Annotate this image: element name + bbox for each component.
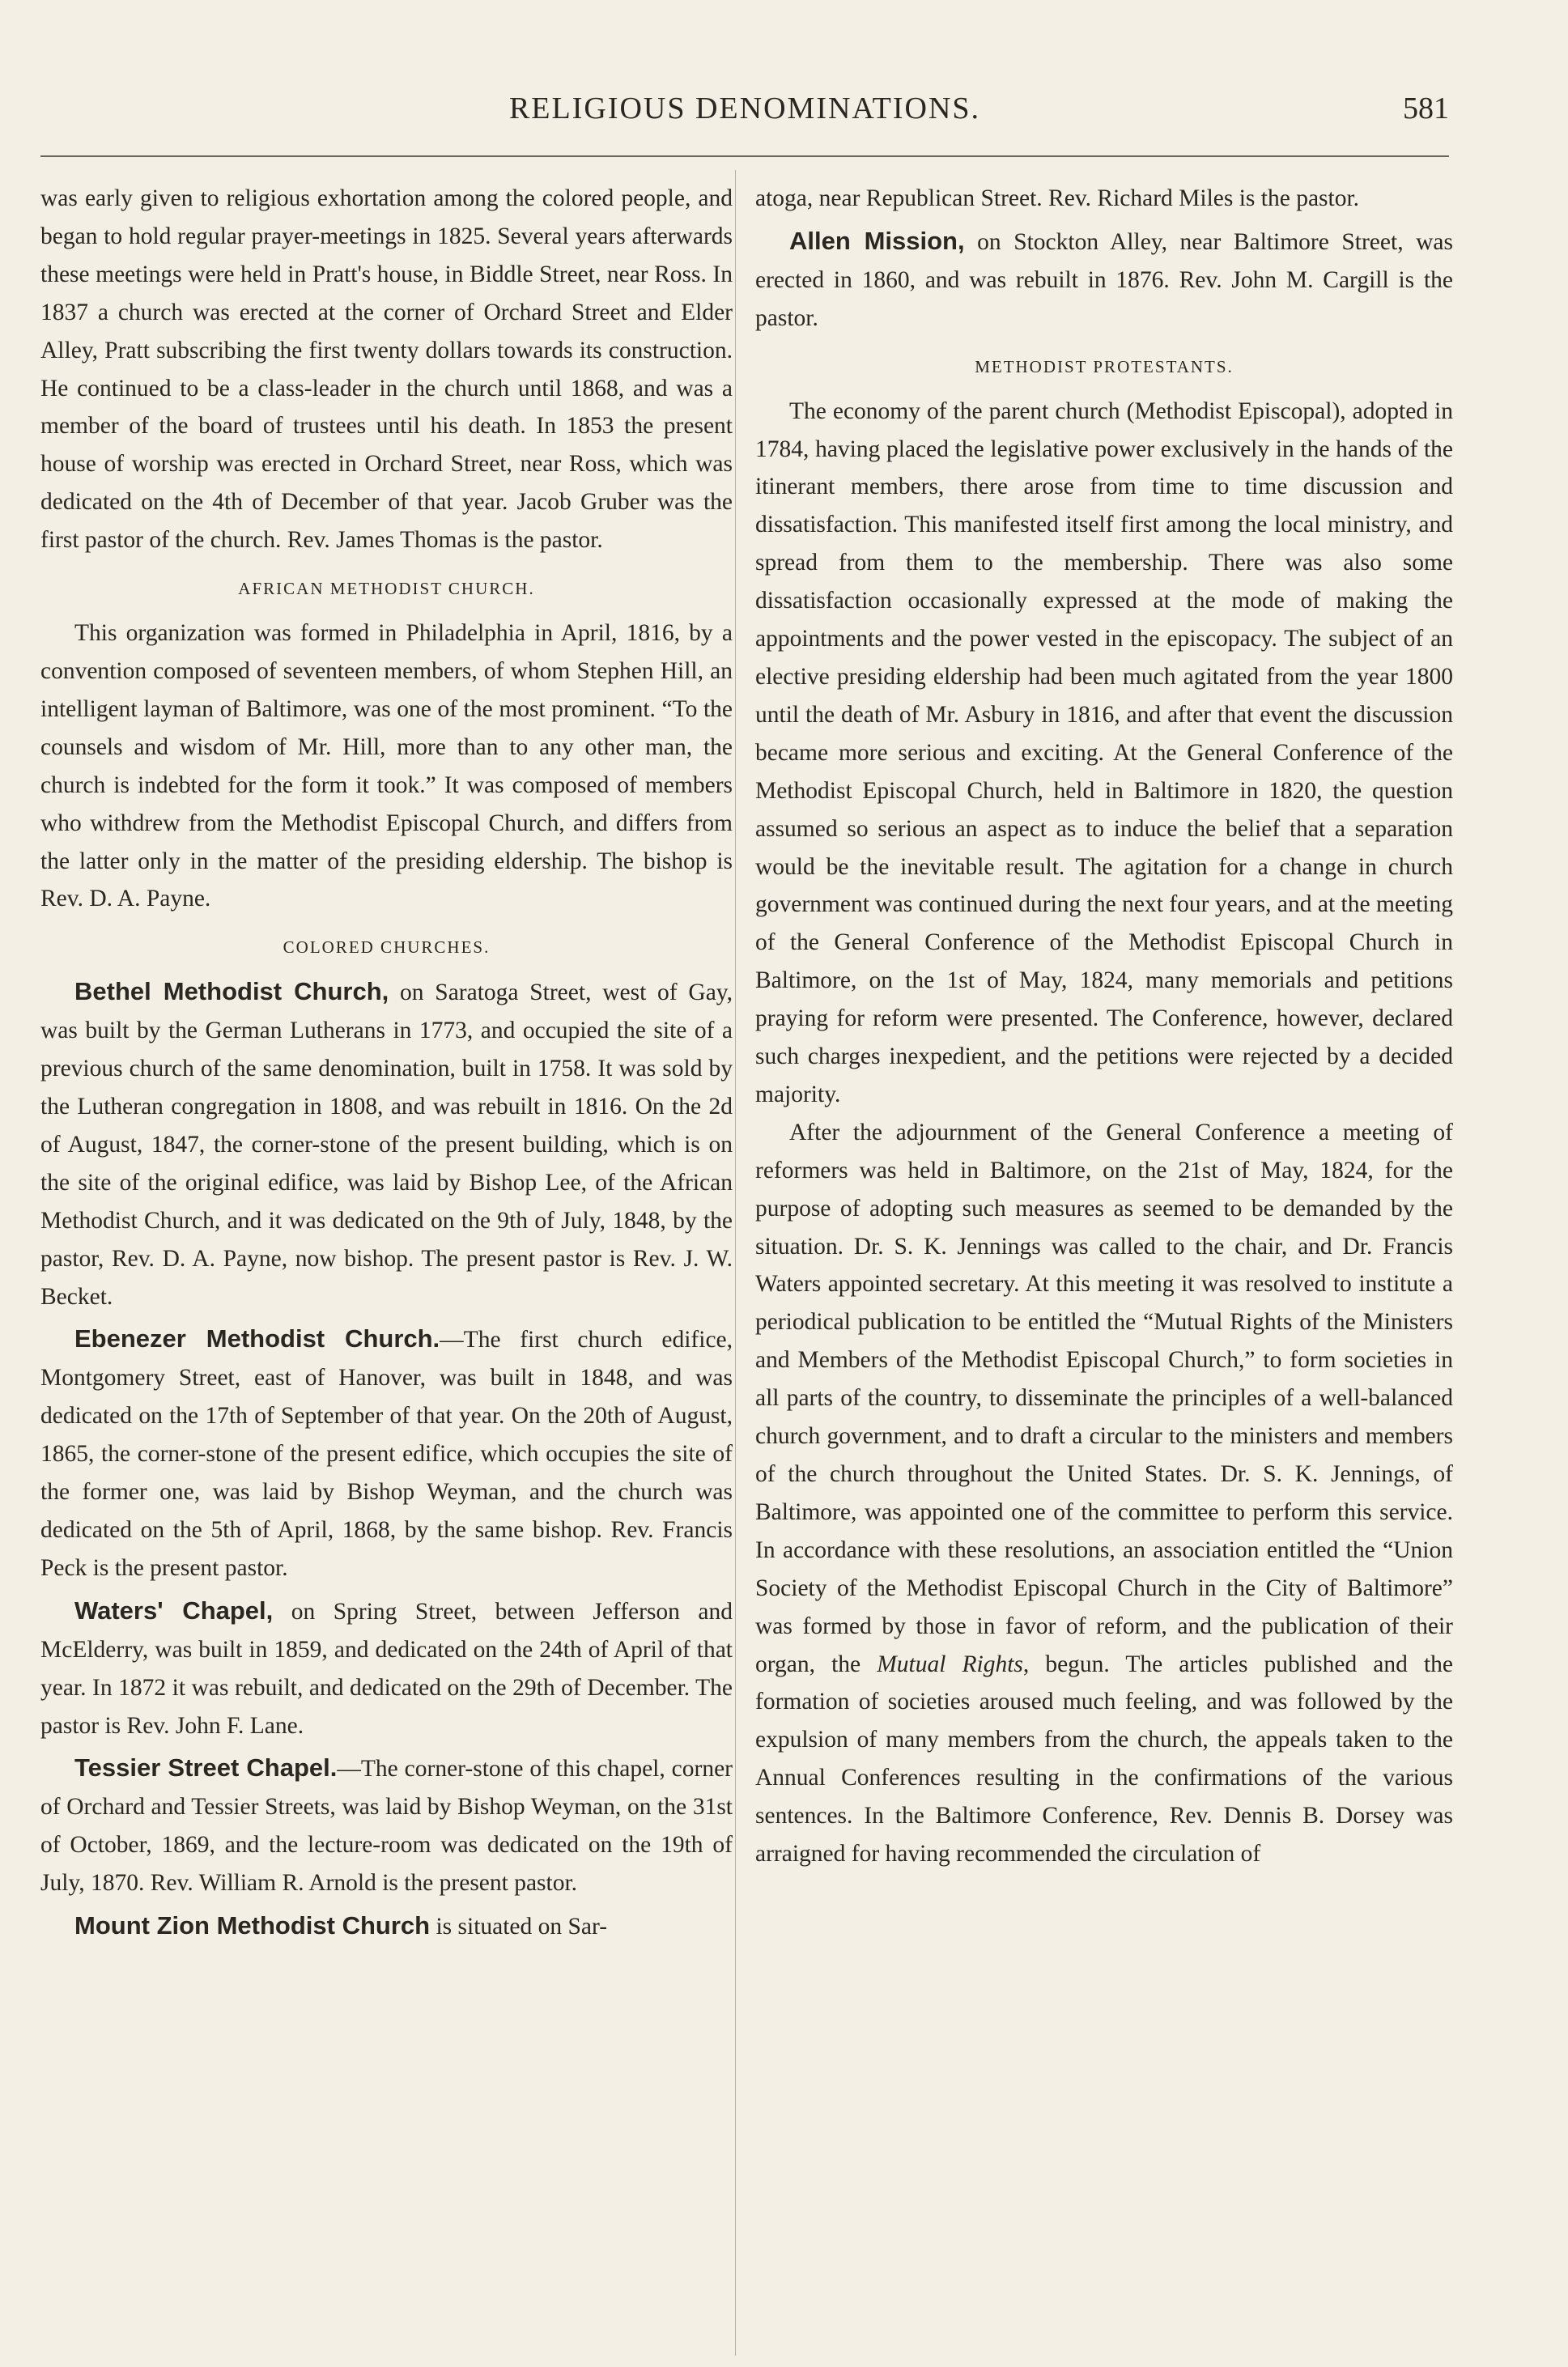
paragraph-economy: The economy of the parent church (Methodist Episcopal), adopted in 1784, having placed the legislative power exclusively in the hands of the itinerant members, there arose from time to time discussion and dissatisfaction. This manifested itself first among the local ministry, and spread from them to the membership. There was also some dissatisfaction occasionally expressed at the mode of making the appointments and the power vested in the episcopacy. The subject of an elective presiding eldership had been much agitated from the year 1800 until the death of Mr. Asbury in 1816, and after that event the discussion became more serious and exciting. At the General Conference of the Methodist Episcopal Church, held in Baltimore in 1820, the question assumed so serious an aspect as to induce the belief that a separation would be the inevitable result. The agitation for a change in church government was continued during the next four years, and at the meeting of the General Conference of the Methodist Episcopal Church in Baltimore, on the 1st of May, 1824, many memorials and petitions praying for reform were presented. The Conference, however, declared such charges inexpedient, and the petitions were rejected by a decided majority. xyxy=(755,397,1453,1107)
entry-mount-zion xyxy=(40,1907,733,1946)
entry-waters-text: on Spring Street, between Jefferson and McElderry, was built in 1859, and dedicated on the 24th of April of that year. In 1872 it was rebuilt, and dedicated on the 29th of December. The pastor is Rev. John F. Lane. xyxy=(40,1598,733,1739)
left-column xyxy=(40,180,733,1946)
header-rule xyxy=(40,155,1449,157)
running-head xyxy=(40,91,1449,139)
entry-waters-title: Waters' Chapel, xyxy=(74,1596,274,1625)
entry-waters xyxy=(40,1592,733,1745)
entry-allen-mission xyxy=(755,223,1453,338)
paragraph-african-methodist: This organization was formed in Philadelphia in April, 1816, by a convention composed of seventeen members, of whom Stephen Hill, an intelligent layman of Baltimore, was one of the most prominent. “To the counsels and wisdom of Mr. Hill, more than to any other man, the church is indebted for the form it took.” It was composed of members who withdrew from the Methodist Episcopal Church, and differs from the latter only in the matter of the presiding eldership. The bishop is Rev. D. A. Payne. xyxy=(40,620,733,912)
paragraph-mount-zion-continued: atoga, near Republican Street. Rev. Richard Miles is the pastor. xyxy=(755,185,1360,211)
entry-ebenezer xyxy=(40,1320,733,1587)
paragraph-pratt-continued: was early given to religious exhortation among the colored people, and began to hold regular prayer-meetings in 1825. Several years afterwards these meetings were held in Pratt's house, in Biddle Street, near Ross. In 1837 a church was erected at the corner of Orchard Street and Elder Alley, Pratt subscribing the first twenty dollars towards its construction. He continued to be a class-leader in the church until 1868, and was a member of the board of trustees until his death. In 1853 the present house of worship was erected in Orchard Street, near Ross, which was dedicated on the 4th of December of that year. Jacob Gruber was the first pastor of the church. Rev. James Thomas is the pastor. xyxy=(40,185,733,554)
paragraph-reformers xyxy=(755,1114,1453,1873)
page-number: 581 xyxy=(1403,91,1449,125)
entry-mount-zion-title: Mount Zion Methodist Church xyxy=(74,1911,431,1940)
paragraph-reformers-part1: After the adjournment of the General Conference a meeting of reformers was held in Baltimore, on the 21st of May, 1824, for the purpose of adopting such measures as seemed to be demanded by the situation. Dr. S. K. Jennings was called to the chair, and Dr. Francis Waters appointed secretary. At this meeting it was resolved to institute a periodical publication to be entitled the “Mutual Rights of the Ministers and Members of the Methodist Episcopal Church,” to form societies in all parts of the country, to disseminate the principles of a well-balanced church government, and to draft a circular to the ministers and members of the church throughout the United States. Dr. S. K. Jennings, of Baltimore, was appointed one of the committee to perform this service. In accordance with these resolutions, an association entitled the “Union Society of the Methodist Episcopal Church in the City of Baltimore” was formed by those in favor of reform, and the publication of their organ, the xyxy=(755,1119,1453,1677)
section-heading-methodist-protestants: METHODIST PROTESTANTS. xyxy=(975,356,1234,376)
entry-bethel xyxy=(40,973,733,1315)
entry-bethel-title: Bethel Methodist Church, xyxy=(74,977,389,1006)
entry-tessier xyxy=(40,1749,733,1902)
entry-allen-text: on Stockton Alley, near Baltimore Street, was erected in 1860, and was rebuilt in 1876. Rev. John M. Cargill is the pastor. xyxy=(755,228,1453,331)
entry-tessier-title: Tessier Street Chapel. xyxy=(74,1753,338,1783)
right-column xyxy=(755,180,1453,1873)
entry-ebenezer-text: —The first church edifice, Montgomery Street, east of Hanover, was built in 1848, and was dedicated on the 17th of September of that year. On the 20th of August, 1865, the corner-stone of the present edifice, which occupies the site of the former one, was laid by Bishop Weyman, and the church was dedicated on the 5th of April, 1868, by the same bishop. Rev. Francis Peck is the present pastor. xyxy=(40,1327,733,1581)
entry-tessier-text: —The corner-stone of this chapel, corner of Orchard and Tessier Streets, was laid by Bishop Weyman, on the 31st of October, 1869, and the lecture-room was dedicated on the 19th of July, 1870. Rev. William R. Arnold is the present pastor. xyxy=(40,1756,733,1897)
section-heading-african-methodist: AFRICAN METHODIST CHURCH. xyxy=(238,579,535,599)
entry-bethel-text: on Saratoga Street, west of Gay, was built by the German Lutherans in 1773, and occupied the site of a previous church of the same denomination, built in 1758. It was sold by the Lutheran congregation in 1808, and was rebuilt in 1816. On the 2d of August, 1847, the corner-stone of the present building, which is on the site of the original edifice, was laid by Bishop Lee, of the African Methodist Church, and it was dedicated on the 9th of July, 1848, by the pastor, Rev. D. A. Payne, now bishop. The present pastor is Rev. J. W. Becket. xyxy=(40,980,733,1310)
column-divider xyxy=(735,170,736,2356)
mutual-rights-title: Mutual Rights xyxy=(877,1651,1023,1677)
entry-allen-title: Allen Mission, xyxy=(789,226,965,255)
paragraph-reformers-part2: , begun. The articles published and the formation of societies aroused much feeling, and was followed by the expulsion of many members from the church, the appeals taken to the Annual Conferences resulting in the confirmations of the various sentences. In the Baltimore Conference, Rev. Dennis B. Dorsey was arraigned for having recommended the circulation of xyxy=(755,1651,1454,1868)
entry-mount-zion-text: is situated on Sar- xyxy=(430,1914,608,1940)
header-title: RELIGIOUS DENOMINATIONS. xyxy=(508,91,981,125)
section-heading-colored-churches: COLORED CHURCHES. xyxy=(283,937,491,958)
entry-ebenezer-title: Ebenezer Methodist Church. xyxy=(74,1324,440,1353)
